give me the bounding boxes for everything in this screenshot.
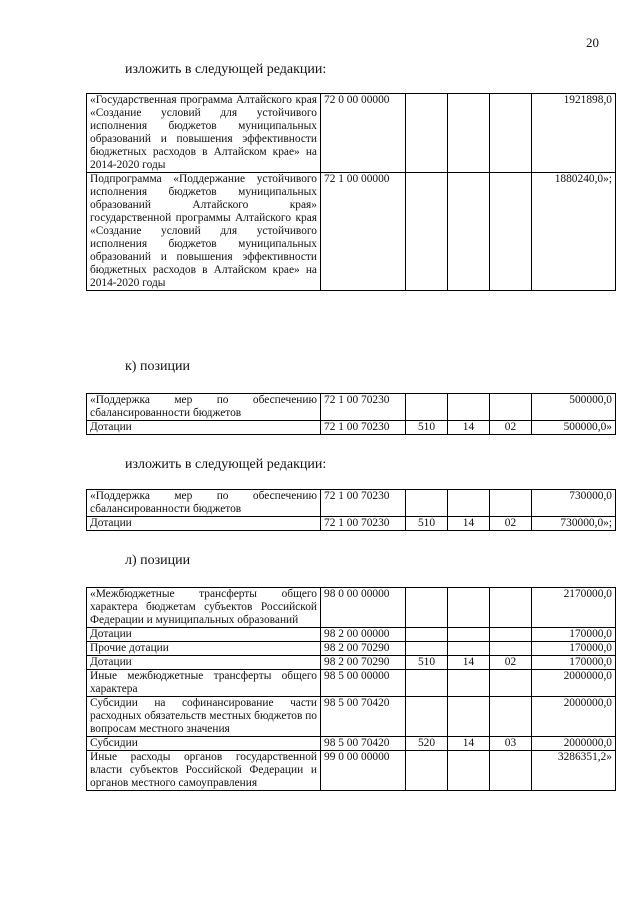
table-row — [87, 697, 616, 737]
amount-cell: 500000,0» — [532, 421, 616, 435]
amount-cell: 3286351,2» — [532, 751, 616, 791]
target-code-cell: 98 2 00 00000 — [321, 628, 406, 642]
expense-type-cell — [406, 588, 448, 628]
heading-positions-l: л) позиции — [125, 553, 191, 568]
target-code-cell: 72 1 00 70230 — [321, 490, 406, 517]
item-name-cell: Дотации — [87, 517, 321, 531]
table-row — [87, 517, 616, 531]
section-cell: 14 — [448, 517, 490, 531]
section-cell — [448, 394, 490, 421]
item-name-cell: Подпрограмма «Поддержание устойчивого исполнения бюджетов муниципальных образований Алтайского края» государственной программы Алтайского края «Создание условий для устойчивого исполнения бюджетов муниципальных образований и повышения эффективности бюджетных расходов в Алтайском крае» на 2014-2020 годы — [87, 173, 321, 291]
target-code-cell: 98 2 00 70290 — [321, 656, 406, 670]
item-name-cell: Субсидии — [87, 737, 321, 751]
target-code-cell: 72 0 00 00000 — [321, 94, 406, 173]
subsection-cell — [490, 173, 532, 291]
item-name-cell: Субсидии на софинансирование части расходных обязательств местных бюджетов по вопросам местного значения — [87, 697, 321, 737]
amount-cell: 170000,0 — [532, 628, 616, 642]
target-code-cell: 98 2 00 70290 — [321, 642, 406, 656]
item-name-cell: Дотации — [87, 628, 321, 642]
expense-type-cell: 510 — [406, 517, 448, 531]
subsection-cell: 02 — [490, 656, 532, 670]
section-cell: 14 — [448, 656, 490, 670]
amount-cell: 2000000,0 — [532, 670, 616, 697]
section-cell — [448, 642, 490, 656]
expense-type-cell — [406, 394, 448, 421]
section-cell — [448, 490, 490, 517]
item-name-cell: «Межбюджетные трансферты общего характера бюджетам субъектов Российской Федерации и муниципальных образований — [87, 588, 321, 628]
target-code-cell: 98 5 00 70420 — [321, 737, 406, 751]
item-name-cell: Дотации — [87, 421, 321, 435]
table-row — [87, 670, 616, 697]
table-row — [87, 94, 616, 173]
subsection-cell: 02 — [490, 421, 532, 435]
target-code-cell: 72 1 00 70230 — [321, 421, 406, 435]
table-row — [87, 737, 616, 751]
expense-type-cell — [406, 697, 448, 737]
expense-type-cell — [406, 490, 448, 517]
budget-table-4 — [86, 587, 616, 791]
budget-table-3 — [86, 489, 616, 531]
amount-cell: 730000,0»; — [532, 517, 616, 531]
table-row — [87, 588, 616, 628]
subsection-cell — [490, 751, 532, 791]
expense-type-cell — [406, 628, 448, 642]
table-row — [87, 490, 616, 517]
heading-amend-2: изложить в следующей редакции: — [125, 457, 327, 472]
table-row — [87, 642, 616, 656]
table-row — [87, 656, 616, 670]
table-row — [87, 628, 616, 642]
expense-type-cell: 510 — [406, 421, 448, 435]
page-number: 20 — [586, 35, 599, 50]
target-code-cell: 98 5 00 70420 — [321, 697, 406, 737]
expense-type-cell — [406, 94, 448, 173]
item-name-cell: Иные межбюджетные трансферты общего характера — [87, 670, 321, 697]
subsection-cell — [490, 394, 532, 421]
amount-cell: 2000000,0 — [532, 737, 616, 751]
section-cell — [448, 670, 490, 697]
subsection-cell — [490, 94, 532, 173]
subsection-cell — [490, 697, 532, 737]
target-code-cell: 72 1 00 70230 — [321, 517, 406, 531]
section-cell — [448, 628, 490, 642]
subsection-cell — [490, 588, 532, 628]
subsection-cell: 02 — [490, 517, 532, 531]
target-code-cell: 98 0 00 00000 — [321, 588, 406, 628]
table-row — [87, 421, 616, 435]
item-name-cell: Прочие дотации — [87, 642, 321, 656]
table-row — [87, 751, 616, 791]
section-cell: 14 — [448, 737, 490, 751]
amount-cell: 2000000,0 — [532, 697, 616, 737]
expense-type-cell — [406, 173, 448, 291]
amount-cell: 1880240,0»; — [532, 173, 616, 291]
target-code-cell: 72 1 00 00000 — [321, 173, 406, 291]
item-name-cell: Иные расходы органов государственной власти субъектов Российской Федерации и органов местного самоуправления — [87, 751, 321, 791]
budget-table-2 — [86, 393, 616, 435]
section-cell — [448, 588, 490, 628]
amount-cell: 2170000,0 — [532, 588, 616, 628]
section-cell — [448, 751, 490, 791]
expense-type-cell — [406, 751, 448, 791]
amount-cell: 730000,0 — [532, 490, 616, 517]
section-cell — [448, 94, 490, 173]
table-row — [87, 173, 616, 291]
section-cell — [448, 697, 490, 737]
item-name-cell: Дотации — [87, 656, 321, 670]
target-code-cell: 99 0 00 00000 — [321, 751, 406, 791]
expense-type-cell: 510 — [406, 656, 448, 670]
amount-cell: 500000,0 — [532, 394, 616, 421]
amount-cell: 170000,0 — [532, 642, 616, 656]
subsection-cell: 03 — [490, 737, 532, 751]
subsection-cell — [490, 490, 532, 517]
budget-table-1 — [86, 93, 616, 291]
expense-type-cell — [406, 670, 448, 697]
expense-type-cell — [406, 642, 448, 656]
amount-cell: 170000,0 — [532, 656, 616, 670]
section-cell: 14 — [448, 421, 490, 435]
item-name-cell: «Государственная программа Алтайского края «Создание условий для устойчивого исполнения бюджетов муниципальных образований и повышения эффективности бюджетных расходов в Алтайском крае» на 2014-2020 годы — [87, 94, 321, 173]
expense-type-cell: 520 — [406, 737, 448, 751]
heading-positions-k: к) позиции — [125, 359, 190, 374]
amount-cell: 1921898,0 — [532, 94, 616, 173]
section-cell — [448, 173, 490, 291]
table-row — [87, 394, 616, 421]
item-name-cell: «Поддержка мер по обеспечению сбалансированности бюджетов — [87, 490, 321, 517]
subsection-cell — [490, 628, 532, 642]
subsection-cell — [490, 670, 532, 697]
item-name-cell: «Поддержка мер по обеспечению сбалансированности бюджетов — [87, 394, 321, 421]
target-code-cell: 72 1 00 70230 — [321, 394, 406, 421]
target-code-cell: 98 5 00 00000 — [321, 670, 406, 697]
subsection-cell — [490, 642, 532, 656]
heading-amend-1: изложить в следующей редакции: — [125, 62, 327, 77]
